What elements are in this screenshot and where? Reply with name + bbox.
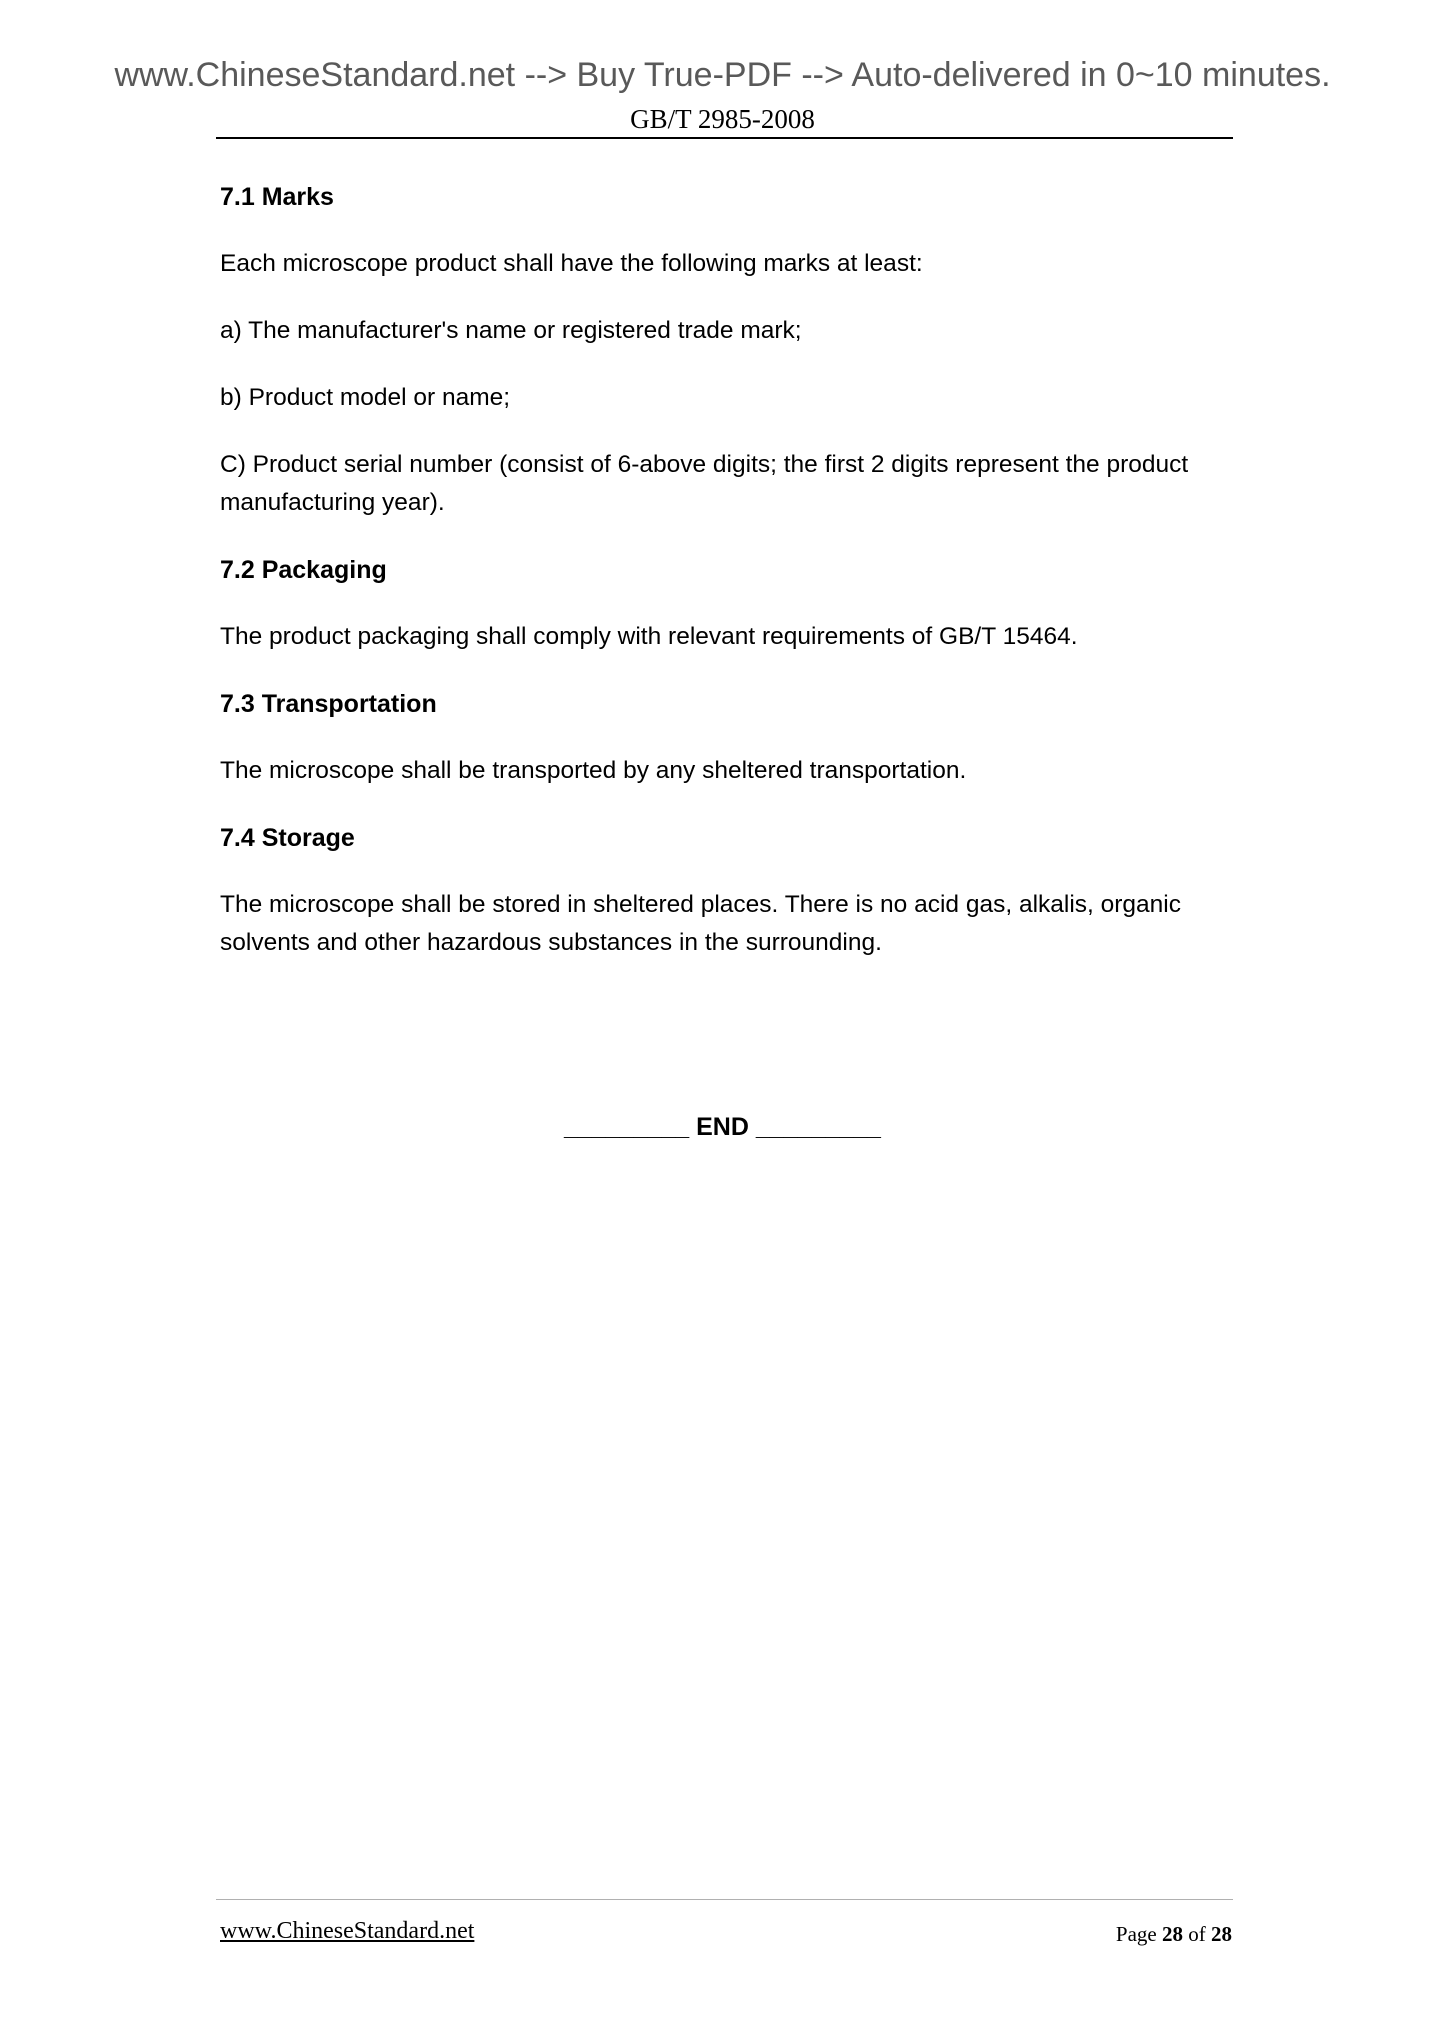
section-7-1-heading: 7.1 Marks — [220, 183, 334, 211]
section-7-4-text: The microscope shall be stored in sheltered places. There is no acid gas, alkalis, organic solvents and other hazardous substances in the surrounding. — [220, 891, 1181, 956]
page-total: 28 — [1211, 1922, 1232, 1946]
section-7-2-heading: 7.2 Packaging — [220, 556, 387, 584]
page-current: 28 — [1162, 1922, 1183, 1946]
list-item-a: a) The manufacturer's name or registered trade mark; — [220, 317, 802, 344]
footer-divider — [216, 1899, 1233, 1900]
document-body — [220, 178, 1236, 991]
banner-text: www.ChineseStandard.net --> Buy True-PDF --> Auto-delivered in 0~10 minutes. — [114, 56, 1331, 94]
end-marker: _________ END _________ — [564, 1113, 881, 1141]
section-7-2-text: The product packaging shall comply with relevant requirements of GB/T 15464. — [220, 623, 1078, 650]
section-7-3-text: The microscope shall be transported by any sheltered transportation. — [220, 757, 967, 784]
header-divider — [216, 137, 1233, 139]
list-item-c: C) Product serial number (consist of 6-above digits; the first 2 digits represent the product manufacturing year). — [220, 451, 1189, 516]
section-7-3-heading: 7.3 Transportation — [220, 690, 437, 718]
section-7-4-heading: 7.4 Storage — [220, 824, 355, 852]
page-number — [1116, 1922, 1232, 1947]
standard-code: GB/T 2985-2008 — [630, 104, 815, 134]
section-7-1-intro: Each microscope product shall have the following marks at least: — [220, 250, 923, 277]
page-label: Page — [1115, 1922, 1157, 1946]
page-of-label: of — [1188, 1922, 1206, 1946]
footer-website-link[interactable]: www.ChineseStandard.net — [220, 1918, 475, 1944]
list-item-b: b) Product model or name; — [220, 384, 511, 411]
